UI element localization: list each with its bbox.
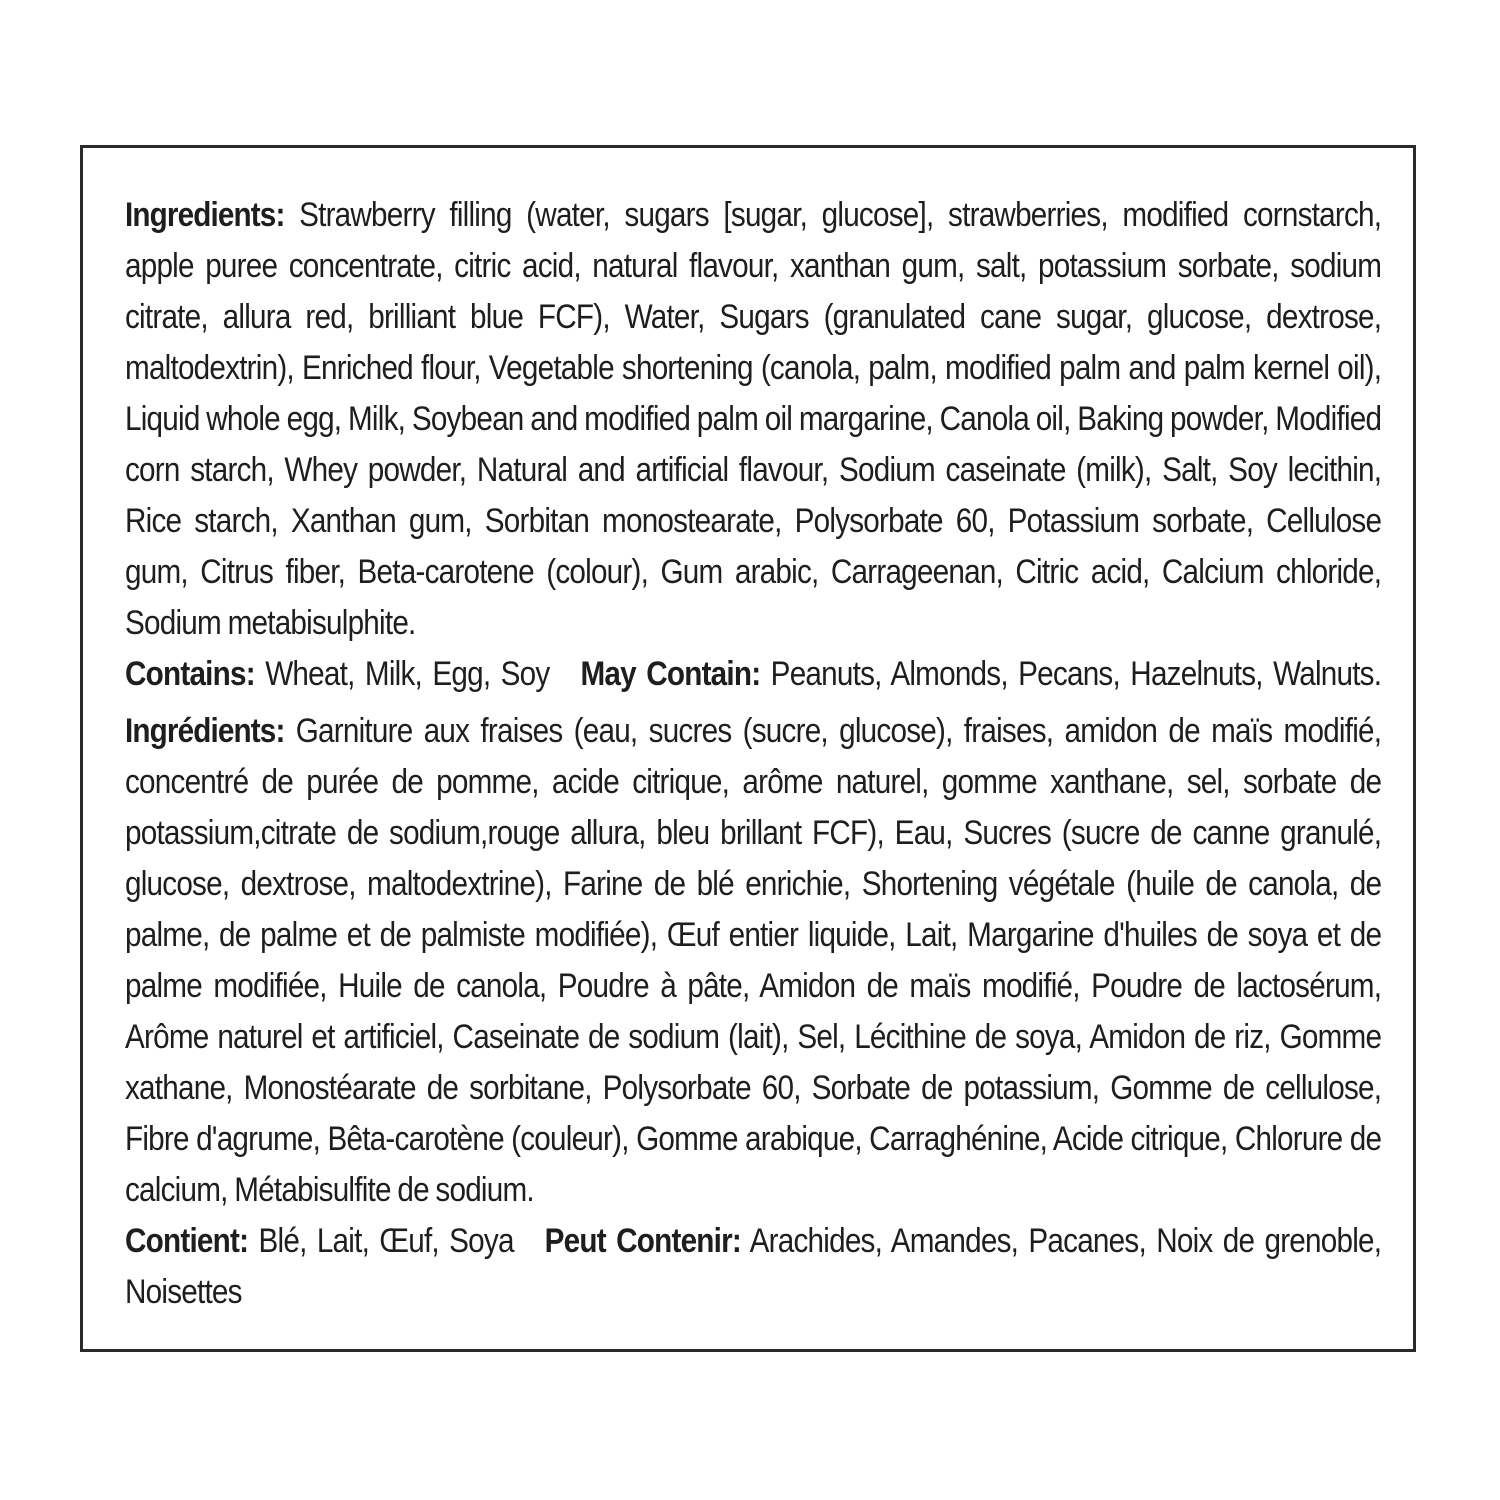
french-ingredients-heading: Ingrédients: (125, 712, 285, 750)
french-may-contain-text: Arachides, Amandes, Pacanes, Noix de grenoble, Noisettes (125, 1222, 1382, 1311)
french-ingredients-text: Garniture aux fraises (eau, sucres (sucre, glucose), fraises, amidon de maïs modifié, concentré de purée de pomme, acide citrique, arôme naturel, gomme xanthane, sel, sorbate de potassium,citrate de sodium,rouge allura, bleu brillant FCF), Eau, Sucres (sucre de canne granulé, glucose, dextrose, maltodextrine), Farine de blé enrichie, Shortening végétale (huile de canola, de palme, de palme et de palmiste modifiée), Œuf entier liquide, Lait, Margarine d'huiles de soya et de palme modifiée, Huile de canola, Poudre à pâte, Amidon de maïs modifié, Poudre de lactosérum, Arôme naturel et artificiel, Caseinate de sodium (lait), Sel, Lécithine de soya, Amidon de riz, Gomme xathane, Monostéarate de sorbitane, Polysorbate 60, Sorbate de potassium, Gomme de cellulose, Fibre d'agrume, Bêta-carotène (couleur), Gomme arabique, Carraghénine, Acide citrique, Chlorure de calcium, Métabisulfite de sodium. (125, 712, 1382, 1209)
english-ingredients-heading: Ingredients: (125, 196, 285, 234)
ingredient-label-box (80, 145, 1416, 1352)
english-allergen-line (125, 649, 1381, 700)
french-contains-heading: Contient: (125, 1222, 249, 1260)
english-contains-heading: Contains: (125, 655, 255, 693)
french-contains-text: Blé, Lait, Œuf, Soya (258, 1222, 514, 1260)
english-ingredients-text: Strawberry filling (water, sugars [sugar, glucose], strawberries, modified cornstarch, apple puree concentrate, citric acid, natural flavour, xanthan gum, salt, potassium sorbate, sodium citrate, allura red, brilliant blue FCF), Water, Sugars (granulated cane sugar, glucose, dextrose, maltodextrin), Enriched flour, Vegetable shortening (canola, palm, modified palm and palm kernel oil), Liquid whole egg, Milk, Soybean and modified palm oil margarine, Canola oil, Baking powder, Modified corn starch, Whey powder, Natural and artificial flavour, Sodium caseinate (milk), Salt, Soy lecithin, Rice starch, Xanthan gum, Sorbitan monostearate, Polysorbate 60, Potassium sorbate, Cellulose gum, Citrus fiber, Beta-carotene (colour), Gum arabic, Carrageenan, Citric acid, Calcium chloride, Sodium metabisulphite. (125, 196, 1382, 642)
english-may-contain-text: Peanuts, Almonds, Pecans, Hazelnuts, Walnuts. (770, 655, 1382, 693)
french-allergen-line (125, 1216, 1381, 1318)
english-contains-text: Wheat, Milk, Egg, Soy (265, 655, 550, 693)
ingredient-label-text (125, 190, 1381, 1318)
french-may-contain-heading: Peut Contenir: (544, 1222, 741, 1260)
french-ingredients-paragraph (125, 706, 1381, 1216)
english-ingredients-paragraph (125, 190, 1381, 649)
english-may-contain-heading: May Contain: (580, 655, 761, 693)
